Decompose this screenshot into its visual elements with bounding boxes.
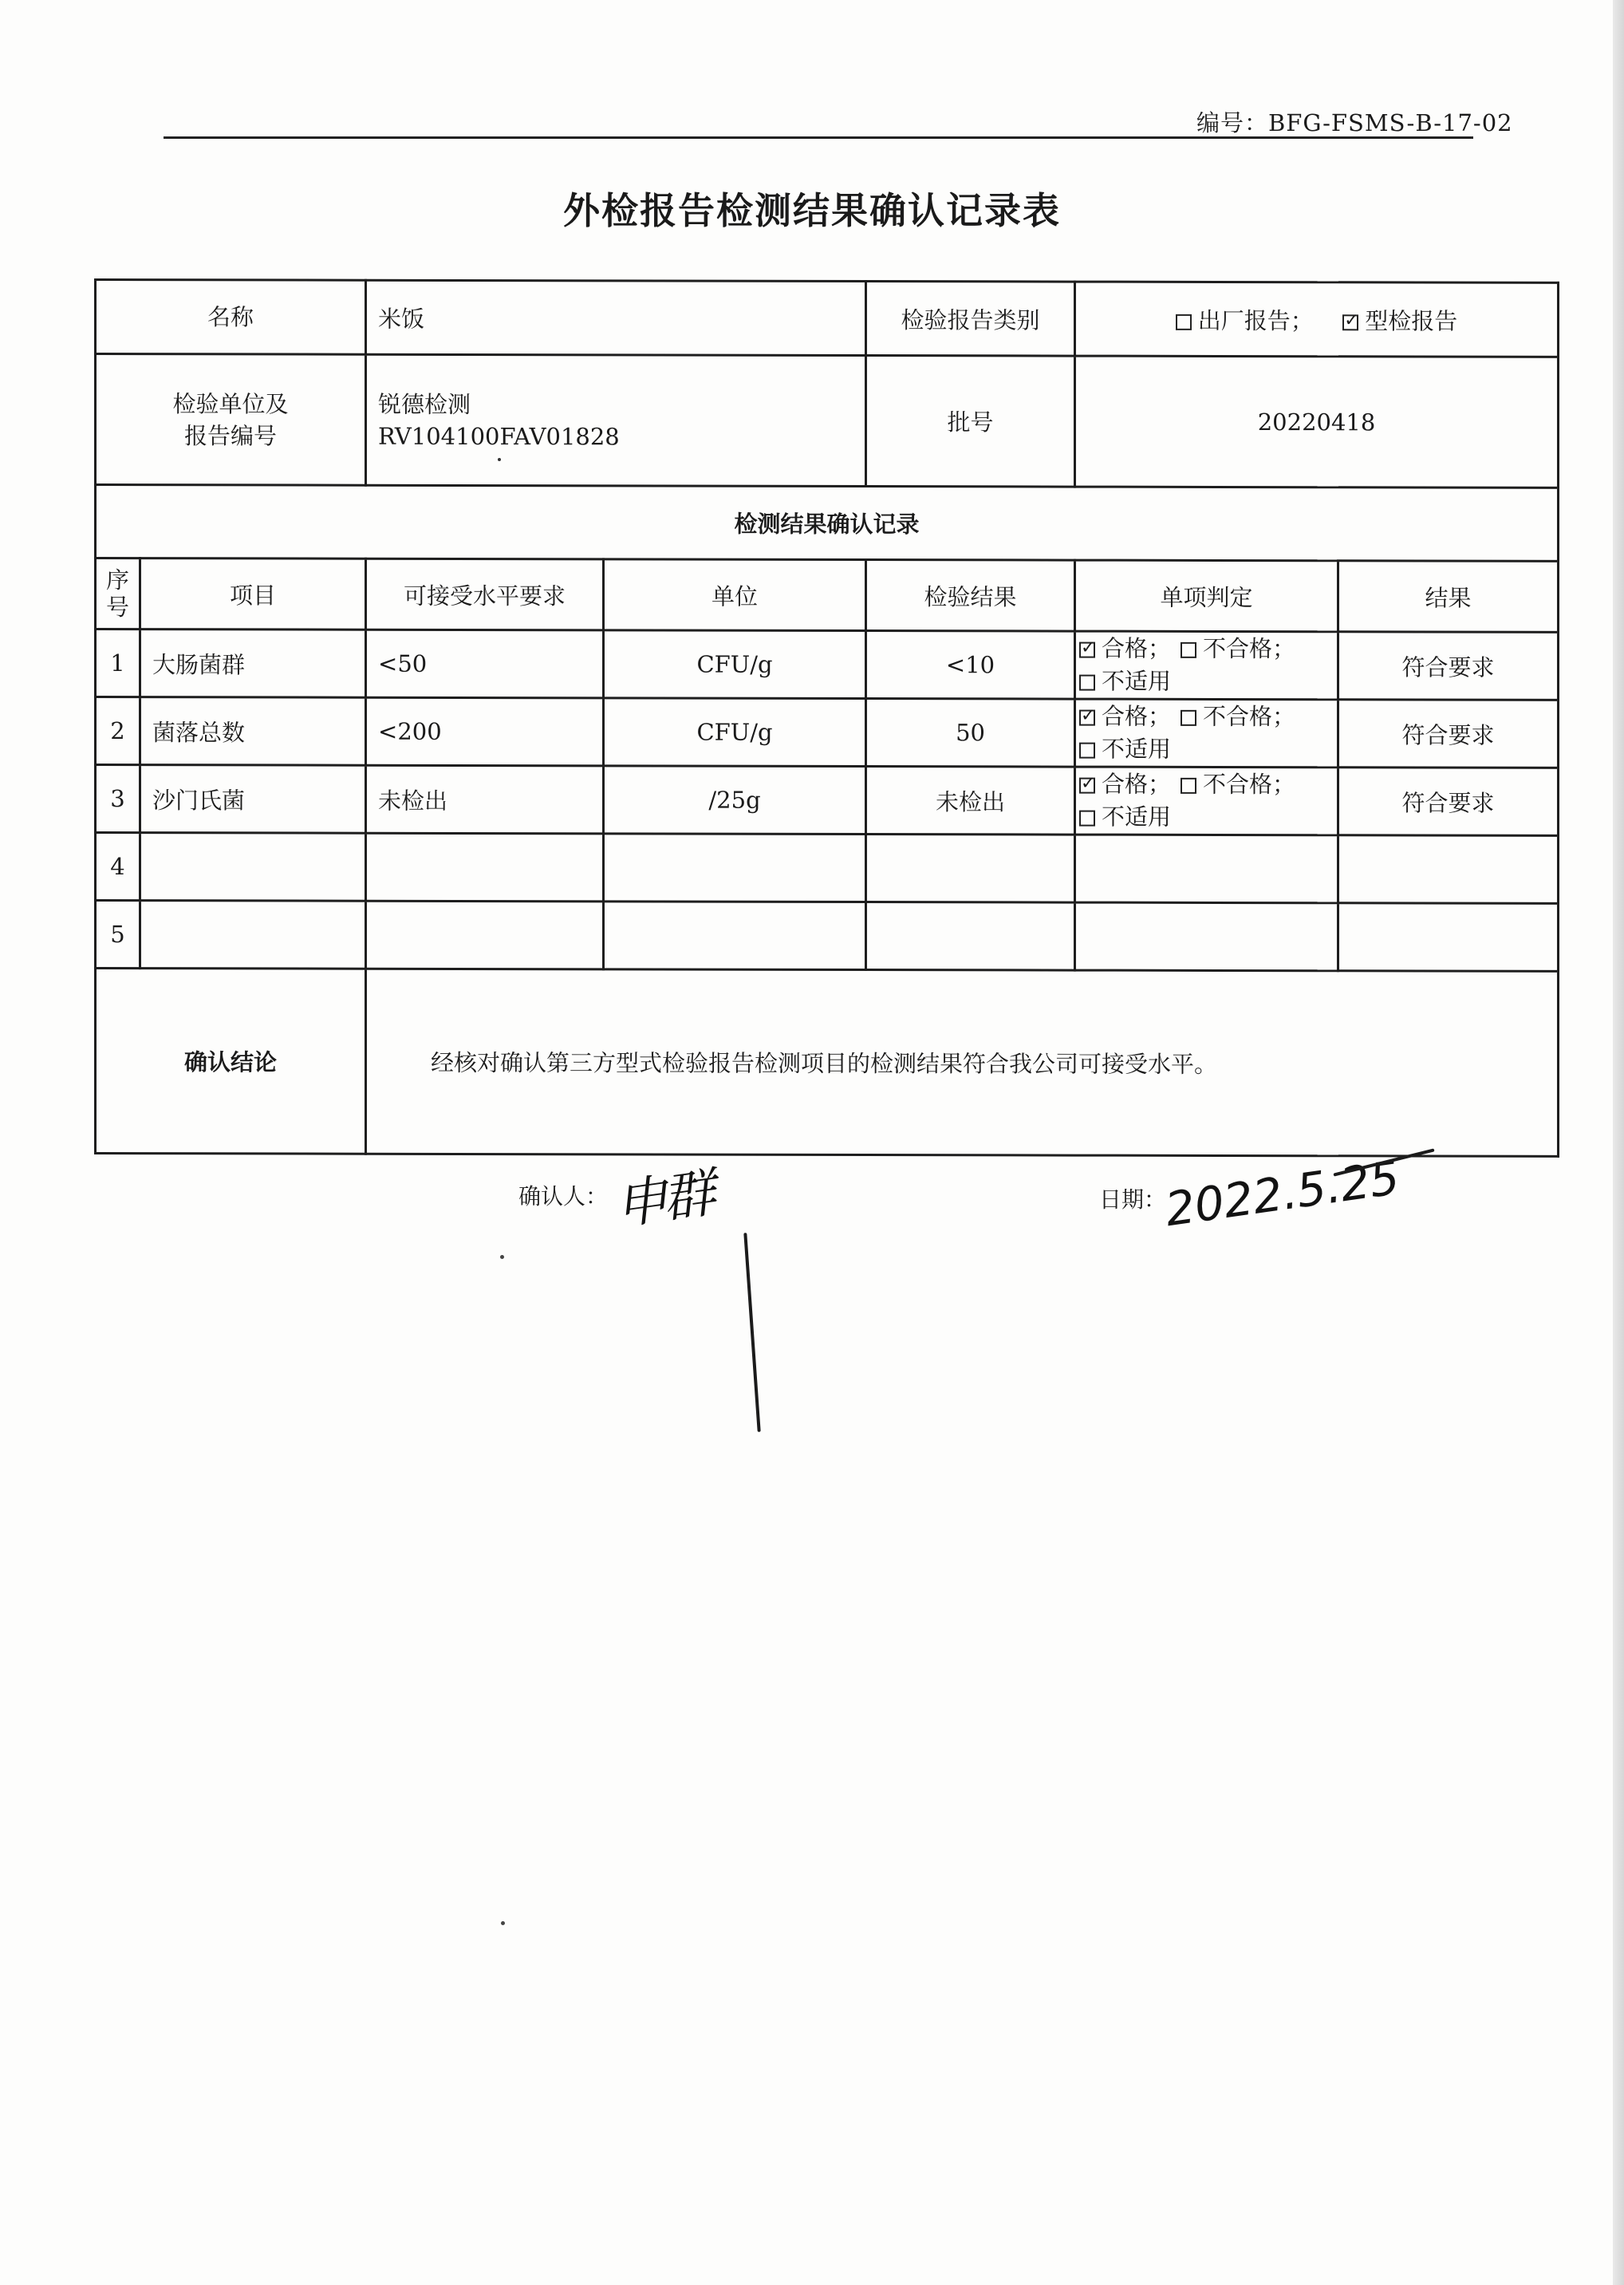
row-result: 未检出 bbox=[866, 767, 1075, 835]
section-title-row bbox=[96, 485, 1559, 562]
col-unit-header: 单位 bbox=[604, 559, 866, 631]
row-judgement bbox=[1075, 902, 1338, 971]
table-row bbox=[96, 901, 1559, 972]
header-rule bbox=[164, 136, 1473, 139]
row-judgement bbox=[1075, 835, 1338, 903]
row-conclusion: 符合要求 bbox=[1338, 632, 1559, 700]
pass-label: 合格； bbox=[1102, 634, 1172, 662]
row-item: 大肠菌群 bbox=[140, 629, 366, 698]
pass-label: 合格； bbox=[1102, 702, 1172, 730]
col-result-header: 检验结果 bbox=[866, 560, 1075, 632]
fail-label: 不合格； bbox=[1203, 770, 1296, 799]
unit-value bbox=[366, 354, 866, 486]
record-table bbox=[94, 278, 1559, 1158]
ink-dot bbox=[500, 1255, 504, 1259]
pass-label: 合格； bbox=[1102, 770, 1172, 798]
fail-label: 不合格； bbox=[1203, 634, 1296, 663]
batch-value: 20220418 bbox=[1075, 356, 1559, 487]
type-test-report-label: 型检报告 bbox=[1365, 306, 1458, 335]
form-title: 外检报告检测结果确认记录表 bbox=[563, 189, 1061, 232]
type-test-report-checkbox[interactable] bbox=[1342, 314, 1358, 330]
row-judgement bbox=[1075, 767, 1338, 835]
report-number: RV104100FAV01828 bbox=[378, 422, 620, 450]
row-requirement: <50 bbox=[366, 629, 604, 698]
fail-checkbox[interactable] bbox=[1181, 642, 1196, 658]
pass-checkbox[interactable] bbox=[1079, 778, 1095, 794]
testing-institution: 锐德检测 bbox=[378, 390, 471, 418]
row-requirement: 未检出 bbox=[366, 765, 604, 834]
na-checkbox[interactable] bbox=[1079, 743, 1095, 759]
row-conclusion: 符合要求 bbox=[1338, 700, 1559, 768]
row-result bbox=[866, 835, 1075, 903]
fail-checkbox[interactable] bbox=[1181, 710, 1196, 726]
paper-edge bbox=[1613, 0, 1624, 2285]
table-row bbox=[96, 629, 1559, 700]
row-requirement bbox=[366, 901, 604, 969]
row-unit: CFU/g bbox=[604, 630, 866, 699]
table-row bbox=[96, 697, 1559, 768]
row-result bbox=[866, 902, 1075, 971]
report-type-options bbox=[1075, 282, 1559, 357]
col-conclusion-header: 结果 bbox=[1338, 561, 1559, 633]
na-label: 不适用 bbox=[1102, 735, 1172, 763]
confirm-label: 确认结论 bbox=[96, 969, 366, 1154]
row-seq: 5 bbox=[96, 901, 140, 969]
pass-checkbox[interactable] bbox=[1079, 710, 1095, 726]
batch-label: 批号 bbox=[866, 356, 1075, 487]
fail-label: 不合格； bbox=[1203, 702, 1296, 731]
table-row bbox=[96, 765, 1559, 836]
row-conclusion: 符合要求 bbox=[1338, 768, 1559, 836]
na-checkbox[interactable] bbox=[1079, 675, 1095, 691]
col-seq-header bbox=[96, 558, 140, 629]
row-item: 沙门氏菌 bbox=[140, 765, 366, 834]
row-judgement bbox=[1075, 699, 1338, 768]
row-seq: 2 bbox=[96, 697, 140, 765]
row-item bbox=[140, 833, 366, 902]
ink-dot bbox=[501, 1921, 505, 1925]
na-checkbox[interactable] bbox=[1079, 811, 1095, 827]
row-judgement bbox=[1075, 631, 1338, 700]
signer-signature: 申群 bbox=[611, 1162, 715, 1237]
unit-label-line1: 检验单位及 bbox=[172, 389, 289, 418]
table-row bbox=[96, 833, 1559, 904]
row-item bbox=[140, 901, 366, 969]
factory-report-checkbox[interactable] bbox=[1176, 314, 1192, 330]
row-requirement bbox=[366, 833, 604, 902]
unit-label-line2: 报告编号 bbox=[184, 421, 278, 449]
row-result: <10 bbox=[866, 631, 1075, 700]
unit-label bbox=[96, 354, 366, 486]
row-seq: 3 bbox=[96, 765, 140, 833]
pass-checkbox[interactable] bbox=[1079, 642, 1095, 658]
row-item: 菌落总数 bbox=[140, 697, 366, 766]
row-unit bbox=[604, 834, 866, 902]
unit-row bbox=[96, 354, 1559, 488]
na-label: 不适用 bbox=[1102, 667, 1172, 695]
row-conclusion bbox=[1338, 835, 1559, 904]
signature-stroke bbox=[743, 1233, 760, 1432]
handwritten-date: 2022.5.25 bbox=[1161, 1150, 1403, 1237]
row-seq: 1 bbox=[96, 629, 140, 697]
date-label: 日期： bbox=[1099, 1186, 1167, 1213]
row-conclusion bbox=[1338, 903, 1559, 972]
col-seq-line1: 序 bbox=[105, 566, 129, 594]
ink-dot bbox=[498, 458, 501, 461]
na-label: 不适用 bbox=[1102, 803, 1172, 831]
col-item-header: 项目 bbox=[140, 558, 366, 630]
name-label: 名称 bbox=[96, 280, 366, 355]
signer-label: 确认人： bbox=[518, 1183, 609, 1210]
row-unit: /25g bbox=[604, 766, 866, 835]
factory-report-label: 出厂报告； bbox=[1197, 306, 1314, 334]
section-title: 检测结果确认记录 bbox=[96, 485, 1559, 562]
column-header-row bbox=[96, 558, 1559, 633]
document-code: 编号：BFG-FSMS-B-17-02 bbox=[1196, 109, 1513, 136]
fail-checkbox[interactable] bbox=[1181, 778, 1196, 794]
col-requirement-header: 可接受水平要求 bbox=[366, 558, 604, 630]
row-result: 50 bbox=[866, 699, 1075, 768]
row-seq: 4 bbox=[96, 833, 140, 901]
name-row bbox=[96, 280, 1559, 357]
confirm-text: 经核对确认第三方型式检验报告检测项目的检测结果符合我公司可接受水平。 bbox=[366, 969, 1559, 1156]
col-seq-line2: 号 bbox=[105, 594, 129, 622]
col-judgement-header: 单项判定 bbox=[1075, 560, 1338, 632]
name-value: 米饭 bbox=[366, 280, 866, 355]
row-requirement: <200 bbox=[366, 697, 604, 766]
row-unit: CFU/g bbox=[604, 698, 866, 767]
confirm-row bbox=[96, 969, 1559, 1157]
row-unit bbox=[604, 902, 866, 970]
report-type-label: 检验报告类别 bbox=[866, 282, 1075, 357]
